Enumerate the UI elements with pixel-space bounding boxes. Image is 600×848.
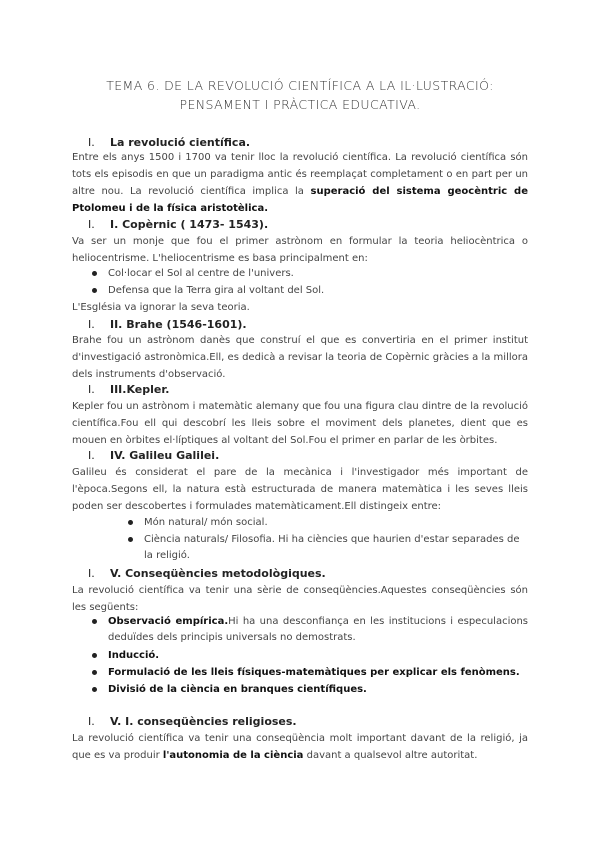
section-heading-copernic xyxy=(88,218,268,231)
list-item-text: Defensa que la Terra gira al voltant del Sol. xyxy=(108,285,325,296)
list-item xyxy=(108,614,528,646)
paragraph-revolucio xyxy=(72,149,528,217)
bullet-icon xyxy=(128,537,133,542)
bullet-icon xyxy=(128,520,133,525)
paragraph-copernic: Va ser un monje que fou el primer astrònom en formular la teoria heliocèntrica o heliocentrisme. L'heliocentrisme es basa principalment en: xyxy=(72,236,528,264)
section-heading-text: V. I. conseqüències religioses. xyxy=(110,715,297,728)
section-marker: I. xyxy=(88,715,95,728)
bullet-icon xyxy=(92,653,97,658)
bullet-icon xyxy=(92,619,97,624)
list-item-bold: Divisió de la ciència en branques científiques. xyxy=(108,684,367,695)
bullet-icon xyxy=(92,687,97,692)
list-item-text: Hi ha una desconfiança en les institucions i especulacions deduïdes dels principis universals no demostrats. xyxy=(108,616,529,643)
section-heading-text: La revolució científica. xyxy=(110,136,251,149)
section-heading-text: III.Kepler. xyxy=(110,383,170,396)
section-heading-galileu xyxy=(88,449,219,462)
section-marker: I. xyxy=(88,383,95,396)
section-heading-text: I. Copèrnic ( 1473- 1543). xyxy=(110,218,269,231)
section-marker: I. xyxy=(88,449,95,462)
list-item xyxy=(108,682,367,698)
list-item xyxy=(144,515,528,531)
paragraph-kepler: Kepler fou un astrònom i matemàtic alemany que fou una figura clau dintre de la revolució científica.Fou ell qui descobrí les lleis sobre el moviment dels planetes, dient que es mouen en òrbites el·líptiques al voltant del Sol.Fou el primer en parlar de les òrbites. xyxy=(72,401,528,446)
section-marker: I. xyxy=(88,567,95,580)
list-item xyxy=(108,648,159,664)
paragraph-galileu: Galileu és considerat el pare de la mecànica i l'investigador més important de l'època.Segons ell, la natura està estructurada de manera matemàtica i les seves lleis poden ser descobertes i formulades matemàticament.Ell distingeix entre: xyxy=(72,467,528,512)
page-title-line2: PENSAMENT I PRÀCTICA EDUCATIVA. xyxy=(179,97,421,112)
section-marker: I. xyxy=(88,136,95,149)
list-item-bold: Observació empírica. xyxy=(108,616,229,627)
list-item-text: Col·locar el Sol al centre de l'univers. xyxy=(108,268,294,279)
section-heading-kepler xyxy=(88,383,169,396)
bullet-icon xyxy=(92,271,97,276)
list-item xyxy=(144,532,528,564)
section-heading-text: II. Brahe (1546-1601). xyxy=(110,318,247,331)
paragraph-religioses xyxy=(72,730,528,764)
section-marker: I. xyxy=(88,218,95,231)
paragraph-text: davant a qualsevol altre autoritat. xyxy=(303,750,478,761)
paragraph-text: La revolució científica va tenir una conseqüència molt important davant de la religió, ja que es va produir xyxy=(72,733,528,761)
list-item-text: Món natural/ món social. xyxy=(144,517,268,528)
bullet-icon xyxy=(92,670,97,675)
list-item xyxy=(108,283,324,299)
section-heading-text: IV. Galileu Galilei. xyxy=(110,449,220,462)
section-heading-consequencies xyxy=(88,567,326,580)
list-item-text: Ciència naturals/ Filosofia. Hi ha ciències que haurien d'estar separades de la religió. xyxy=(144,534,520,561)
section-heading-text: V. Conseqüències metodològiques. xyxy=(110,567,326,580)
paragraph-bold: l'autonomia de la ciència xyxy=(162,750,304,761)
paragraph-consequencies: La revolució científica va tenir una sèrie de conseqüències.Aquestes conseqüències són les següents: xyxy=(72,585,528,613)
paragraph-brahe: Brahe fou un astrònom danès que construí el que es convertiria en el primer institut d'investigació astronòmica.Ell, es dedicà a revisar la teoria de Copèrnic gràcies a la millora dels instruments d'observació. xyxy=(72,335,528,380)
section-heading-religioses xyxy=(88,715,297,728)
list-item-bold: Inducció. xyxy=(108,650,160,661)
bullet-icon xyxy=(92,288,97,293)
list-item xyxy=(108,266,294,282)
paragraph-copernic-after: L'Església va ignorar la seva teoria. xyxy=(72,302,250,313)
list-item-bold: Formulació de les lleis físiques-matemàtiques per explicar els fenòmens. xyxy=(108,667,520,678)
paragraph-bold: superació del sistema geocèntric de Ptolomeu i de la física aristotèlica. xyxy=(72,186,529,214)
list-item xyxy=(108,665,520,681)
page-title-line1: TEMA 6. DE LA REVOLUCIÓ CIENTÍFICA A LA IL·LUSTRACIÓ: xyxy=(106,78,494,93)
paragraph-text: Entre els anys 1500 i 1700 va tenir lloc la revolució científica. La revolució científica són tots els episodis en que un paradigma antic és reemplaçat completament o en part per un altre nou. La revolució científica implica la xyxy=(72,152,528,197)
section-heading-brahe xyxy=(88,318,247,331)
section-heading-revolucio xyxy=(88,136,250,149)
section-marker: I. xyxy=(88,318,95,331)
